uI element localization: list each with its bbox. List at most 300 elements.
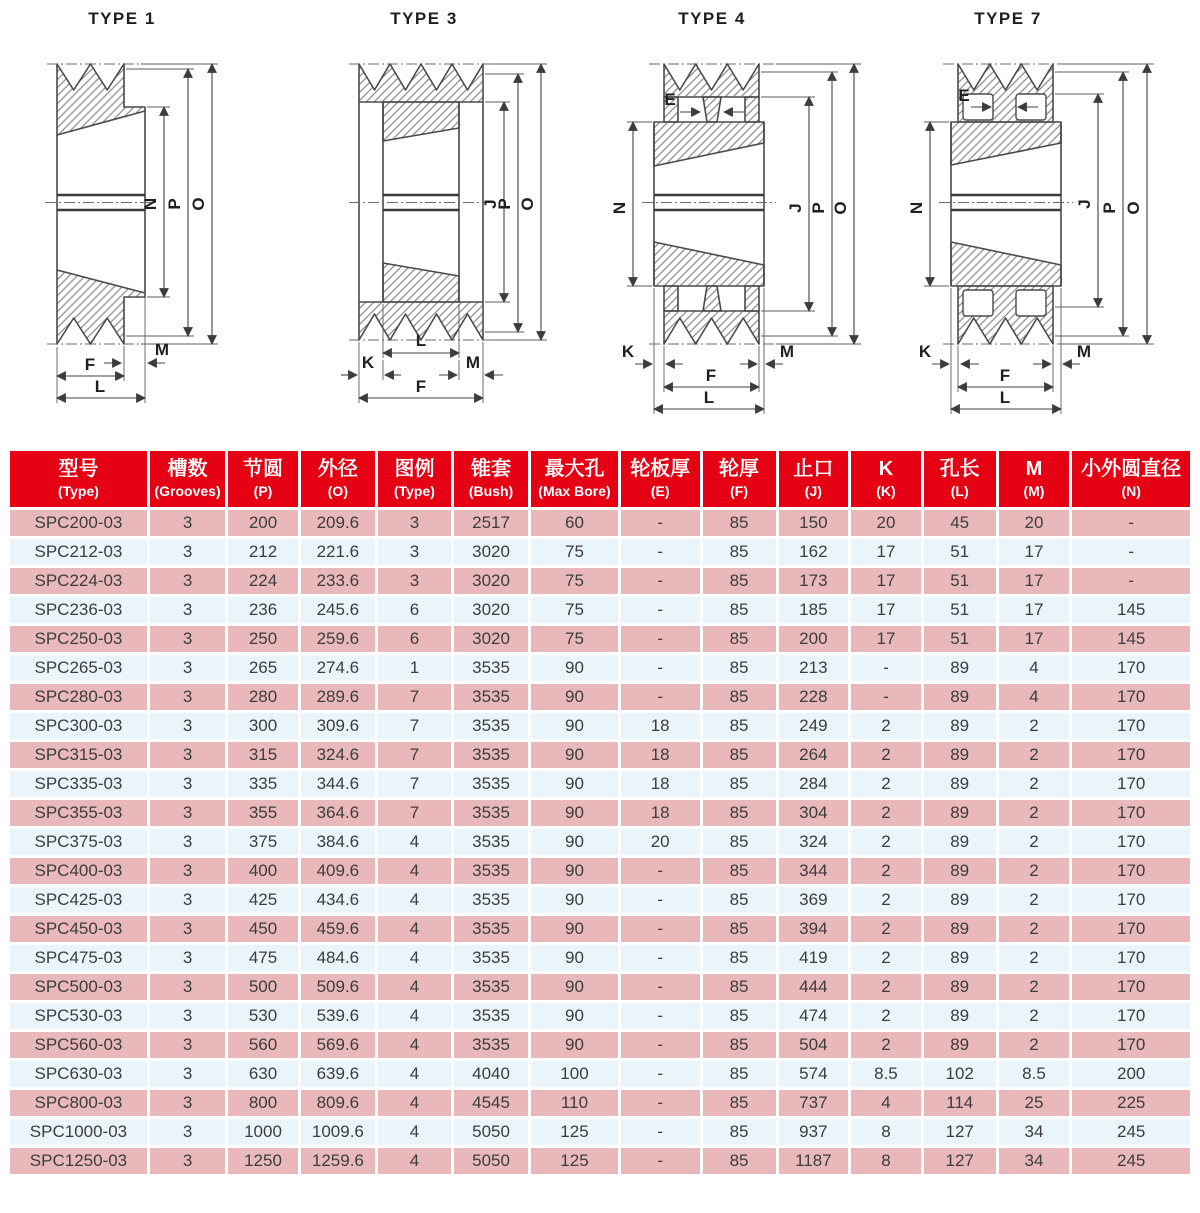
table-row (10, 597, 1190, 623)
table-cell: 90 (531, 945, 618, 971)
table-cell: 3 (150, 858, 225, 884)
dim-label-l: L (415, 331, 426, 350)
table-cell: 85 (703, 800, 776, 826)
table-cell: 18 (621, 800, 700, 826)
table-cell: 2 (999, 771, 1070, 797)
table-cell: 2 (851, 858, 921, 884)
table-row (10, 1061, 1190, 1087)
table-cell: 800 (228, 1090, 298, 1116)
table-row (10, 1032, 1190, 1058)
table-cell: 3 (150, 771, 225, 797)
table-cell: 145 (1072, 597, 1190, 623)
table-cell: 85 (703, 510, 776, 536)
dim-label-m: M (780, 342, 795, 361)
table-cell: 2 (851, 1032, 921, 1058)
table-cell: SPC560-03 (10, 1032, 147, 1058)
table-cell: 574 (779, 1061, 849, 1087)
table-cell: 90 (531, 713, 618, 739)
table-cell: 3 (378, 510, 451, 536)
table-cell: - (621, 568, 700, 594)
dim-label-f: F (84, 355, 96, 374)
column-header-zh: 型号 (58, 458, 99, 480)
table-cell: 85 (703, 568, 776, 594)
table-cell: 20 (851, 510, 921, 536)
table-cell: SPC224-03 (10, 568, 147, 594)
table-cell: 4 (378, 1061, 451, 1087)
column-header (621, 451, 700, 507)
table-cell: 1 (378, 655, 451, 681)
table-cell: 324 (779, 829, 849, 855)
table-cell: 369 (779, 887, 849, 913)
column-header-en: (N) (1121, 483, 1141, 499)
table-cell: 384.6 (301, 829, 375, 855)
dim-label-p: P (1099, 202, 1119, 214)
table-cell: SPC250-03 (10, 626, 147, 652)
table-cell: SPC450-03 (10, 916, 147, 942)
type1-title: TYPE 1 (88, 9, 156, 28)
table-cell: 127 (924, 1119, 996, 1145)
table-cell: 324.6 (301, 742, 375, 768)
table-cell: 2 (999, 945, 1070, 971)
table-cell: 809.6 (301, 1090, 375, 1116)
table-cell: 200 (228, 510, 298, 536)
table-cell: - (1072, 510, 1190, 536)
dim-label-n: N (906, 201, 926, 215)
table-cell: 60 (531, 510, 618, 536)
table-row (10, 1119, 1190, 1145)
table-cell: 3 (150, 568, 225, 594)
table-cell: 17 (999, 597, 1070, 623)
dim-label-f: F (706, 366, 717, 385)
dim-label-e: E (664, 90, 676, 109)
table-cell: 300 (228, 713, 298, 739)
table-cell: 125 (531, 1119, 618, 1145)
dim-label-l: L (704, 388, 715, 407)
type4-drawing (603, 2, 895, 432)
table-row (10, 510, 1190, 536)
table-cell: 3 (150, 1061, 225, 1087)
table-row (10, 742, 1190, 768)
table-cell: 75 (531, 568, 618, 594)
column-header-zh: 轮板厚 (630, 458, 691, 480)
table-cell: 89 (924, 1003, 996, 1029)
table-cell: 85 (703, 1003, 776, 1029)
table-row (10, 974, 1190, 1000)
table-cell: 7 (378, 742, 451, 768)
column-header (779, 451, 849, 507)
table-cell: 45 (924, 510, 996, 536)
table-cell: 4 (378, 1032, 451, 1058)
table-cell: 3 (150, 916, 225, 942)
table-cell: 315 (228, 742, 298, 768)
column-header-en: (Type) (57, 483, 99, 499)
column-header-zh: 外径 (317, 458, 358, 480)
dim-label-j: J (480, 199, 500, 209)
table-cell: - (621, 1003, 700, 1029)
table-cell: 89 (924, 713, 996, 739)
table-cell: 3535 (454, 1032, 528, 1058)
table-cell: 18 (621, 742, 700, 768)
table-cell: 3535 (454, 684, 528, 710)
table-cell: SPC265-03 (10, 655, 147, 681)
table-cell: SPC425-03 (10, 887, 147, 913)
table-cell: 2 (851, 771, 921, 797)
dim-label-l: L (94, 377, 106, 396)
column-header-zh: 小外圆直径 (1081, 458, 1182, 480)
table-cell: SPC280-03 (10, 684, 147, 710)
table-cell: 89 (924, 887, 996, 913)
table-cell: 2 (999, 713, 1070, 739)
dim-label-f: F (415, 377, 426, 396)
table-cell: 3535 (454, 858, 528, 884)
header-row (10, 451, 1190, 507)
table-cell: 170 (1072, 800, 1190, 826)
table-cell: 355 (228, 800, 298, 826)
table-row (10, 829, 1190, 855)
table-cell: 90 (531, 800, 618, 826)
table-cell: 249 (779, 713, 849, 739)
table-cell: 170 (1072, 887, 1190, 913)
table-cell: 3 (150, 1119, 225, 1145)
table-cell: 3 (150, 974, 225, 1000)
table-cell: 2 (851, 742, 921, 768)
table-cell: 51 (924, 539, 996, 565)
table-cell: 500 (228, 974, 298, 1000)
table-cell: 484.6 (301, 945, 375, 971)
table-cell: 274.6 (301, 655, 375, 681)
table-cell: SPC335-03 (10, 771, 147, 797)
table-cell: 17 (851, 539, 921, 565)
column-header-en: (F) (730, 483, 748, 499)
table-cell: 17 (851, 597, 921, 623)
table-row (10, 568, 1190, 594)
dim-label-k: K (361, 353, 374, 372)
table-cell: 245.6 (301, 597, 375, 623)
table-cell: 51 (924, 597, 996, 623)
table-cell: 5050 (454, 1119, 528, 1145)
table-cell: 937 (779, 1119, 849, 1145)
table-cell: 114 (924, 1090, 996, 1116)
table-cell: 85 (703, 742, 776, 768)
table-cell: 18 (621, 771, 700, 797)
column-header (454, 451, 528, 507)
table-cell: - (851, 684, 921, 710)
type3-diagram (305, 2, 597, 434)
dim-label-p: P (809, 202, 829, 214)
table-cell: 3 (150, 626, 225, 652)
table-cell: SPC400-03 (10, 858, 147, 884)
table-cell: 4 (851, 1090, 921, 1116)
column-header (703, 451, 776, 507)
table-cell: 90 (531, 742, 618, 768)
table-cell: 17 (851, 568, 921, 594)
table-cell: 150 (779, 510, 849, 536)
table-cell: 225 (1072, 1090, 1190, 1116)
table-cell: 2 (999, 1032, 1070, 1058)
table-cell: 4 (378, 1119, 451, 1145)
column-header-en: (Type) (393, 483, 435, 499)
table-cell: 630 (228, 1061, 298, 1087)
table-cell: 3535 (454, 1003, 528, 1029)
table-cell: 737 (779, 1090, 849, 1116)
table-cell: 3 (150, 887, 225, 913)
dim-label-m: M (1076, 342, 1092, 361)
table-cell: 75 (531, 539, 618, 565)
table-cell: 90 (531, 858, 618, 884)
table-cell: 2 (999, 916, 1070, 942)
dim-label-o: O (831, 201, 851, 215)
table-cell: 3535 (454, 713, 528, 739)
table-cell: 89 (924, 829, 996, 855)
table-cell: 3 (150, 655, 225, 681)
column-header (1072, 451, 1190, 507)
table-cell: 364.6 (301, 800, 375, 826)
table-cell: 90 (531, 829, 618, 855)
table-cell: SPC500-03 (10, 974, 147, 1000)
type4-dimensions (610, 64, 861, 414)
table-cell: 3535 (454, 742, 528, 768)
table-row (10, 1148, 1190, 1174)
table-cell: 475 (228, 945, 298, 971)
table-cell: 25 (999, 1090, 1070, 1116)
table-cell: 3535 (454, 655, 528, 681)
table-cell: 89 (924, 771, 996, 797)
table-cell: 2517 (454, 510, 528, 536)
table-cell: 125 (531, 1148, 618, 1174)
table-cell: 639.6 (301, 1061, 375, 1087)
table-cell: 100 (531, 1061, 618, 1087)
table-cell: 3 (150, 713, 225, 739)
table-cell: 145 (1072, 626, 1190, 652)
table-cell: SPC236-03 (10, 597, 147, 623)
table-cell: 4 (999, 684, 1070, 710)
table-cell: - (621, 1148, 700, 1174)
column-header-zh: 锥套 (471, 458, 512, 480)
column-header (999, 451, 1070, 507)
dim-label-o: O (189, 197, 208, 211)
table-cell: 102 (924, 1061, 996, 1087)
table-cell: - (621, 1032, 700, 1058)
column-header (301, 451, 375, 507)
table-cell: SPC800-03 (10, 1090, 147, 1116)
table-cell: 419 (779, 945, 849, 971)
table-cell: 2 (999, 1003, 1070, 1029)
table-cell: 3 (150, 945, 225, 971)
table-cell: 1259.6 (301, 1148, 375, 1174)
table-cell: 289.6 (301, 684, 375, 710)
table-cell: 85 (703, 626, 776, 652)
table-row (10, 771, 1190, 797)
dim-label-m: M (154, 340, 170, 359)
table-cell: 3 (150, 1090, 225, 1116)
table-cell: 51 (924, 626, 996, 652)
table-cell: SPC1250-03 (10, 1148, 147, 1174)
table-cell: SPC475-03 (10, 945, 147, 971)
column-header-zh: 孔长 (939, 458, 980, 480)
table-cell: 89 (924, 800, 996, 826)
column-header-en: (E) (650, 483, 670, 499)
table-cell: 4 (999, 655, 1070, 681)
column-header-zh: 节圆 (243, 458, 283, 480)
table-cell: 3 (150, 800, 225, 826)
table-cell: 2 (999, 742, 1070, 768)
table-cell: - (1072, 539, 1190, 565)
table-cell: 200 (1072, 1061, 1190, 1087)
table-cell: SPC530-03 (10, 1003, 147, 1029)
table-cell: 90 (531, 1003, 618, 1029)
spec-table (7, 448, 1193, 1177)
table-cell: 4 (378, 916, 451, 942)
table-cell: 221.6 (301, 539, 375, 565)
column-header-zh: 槽数 (167, 458, 208, 480)
table-cell: 3020 (454, 539, 528, 565)
table-cell: 7 (378, 800, 451, 826)
dim-label-o: O (1123, 201, 1143, 215)
table-cell: 162 (779, 539, 849, 565)
column-header (924, 451, 996, 507)
table-cell: 250 (228, 626, 298, 652)
table-cell: 173 (779, 568, 849, 594)
type7-diagram (902, 2, 1194, 434)
table-cell: 89 (924, 974, 996, 1000)
table-cell: 85 (703, 1090, 776, 1116)
column-header-en: (K) (876, 483, 896, 499)
table-cell: 265 (228, 655, 298, 681)
table-cell: 3 (150, 510, 225, 536)
table-cell: 3020 (454, 568, 528, 594)
column-header-en: (Grooves) (154, 483, 221, 499)
table-cell: 459.6 (301, 916, 375, 942)
type4-title: TYPE 4 (678, 9, 747, 28)
table-cell: 4 (378, 945, 451, 971)
table-cell: 85 (703, 829, 776, 855)
table-cell: 170 (1072, 945, 1190, 971)
table-cell: 3 (150, 742, 225, 768)
table-cell: 7 (378, 713, 451, 739)
table-cell: 264 (779, 742, 849, 768)
column-header (531, 451, 618, 507)
table-cell: 444 (779, 974, 849, 1000)
table-cell: 3 (150, 684, 225, 710)
table-cell: 85 (703, 974, 776, 1000)
table-cell: 2 (999, 800, 1070, 826)
table-cell: 170 (1072, 858, 1190, 884)
dim-label-n: N (141, 197, 160, 211)
table-cell: 504 (779, 1032, 849, 1058)
table-cell: 90 (531, 655, 618, 681)
table-cell: SPC315-03 (10, 742, 147, 768)
table-cell: 509.6 (301, 974, 375, 1000)
table-cell: 6 (378, 597, 451, 623)
table-cell: 85 (703, 597, 776, 623)
table-cell: - (621, 684, 700, 710)
table-cell: 17 (999, 568, 1070, 594)
table-cell: 17 (999, 539, 1070, 565)
type1-diagram (6, 2, 298, 434)
table-cell: - (621, 539, 700, 565)
column-header (228, 451, 298, 507)
table-cell: 85 (703, 945, 776, 971)
column-header-zh: 止口 (793, 458, 834, 480)
table-cell: 85 (703, 655, 776, 681)
dim-label-k: K (622, 342, 635, 361)
table-cell: 2 (851, 945, 921, 971)
column-header-en: (O) (327, 483, 348, 499)
table-cell: 4 (378, 1090, 451, 1116)
table-cell: 344 (779, 858, 849, 884)
table-cell: 3 (378, 568, 451, 594)
dim-label-p: P (494, 198, 514, 210)
table-cell: 51 (924, 568, 996, 594)
table-cell: 170 (1072, 916, 1190, 942)
table-cell: 245 (1072, 1148, 1190, 1174)
table-cell: 90 (531, 1032, 618, 1058)
column-header-zh: 图例 (394, 458, 435, 480)
table-cell: 170 (1072, 1003, 1190, 1029)
table-cell: 2 (999, 829, 1070, 855)
table-cell: 560 (228, 1032, 298, 1058)
table-cell: 20 (999, 510, 1070, 536)
table-cell: 375 (228, 829, 298, 855)
table-cell: 213 (779, 655, 849, 681)
table-cell: 170 (1072, 713, 1190, 739)
table-cell: 1000 (228, 1119, 298, 1145)
diagrams-row (0, 0, 1200, 434)
table-cell: 3020 (454, 626, 528, 652)
table-cell: 8 (851, 1119, 921, 1145)
table-cell: 3535 (454, 887, 528, 913)
table-row (10, 713, 1190, 739)
table-cell: 3 (150, 1148, 225, 1174)
table-row (10, 655, 1190, 681)
column-header (378, 451, 451, 507)
table-cell: 474 (779, 1003, 849, 1029)
dim-label-f: F (999, 366, 1011, 385)
type3-title: TYPE 3 (389, 9, 458, 28)
table-cell: 34 (999, 1148, 1070, 1174)
table-cell: 2 (851, 713, 921, 739)
table-cell: 2 (999, 858, 1070, 884)
table-cell: 200 (779, 626, 849, 652)
table-cell: 185 (779, 597, 849, 623)
table-cell: 3 (150, 1032, 225, 1058)
table-cell: 2 (851, 974, 921, 1000)
table-cell: 1009.6 (301, 1119, 375, 1145)
table-cell: - (621, 1061, 700, 1087)
type7-section (939, 64, 1073, 344)
table-cell: 7 (378, 771, 451, 797)
table-cell: - (621, 1090, 700, 1116)
table-cell: 89 (924, 916, 996, 942)
table-cell: SPC375-03 (10, 829, 147, 855)
table-cell: - (621, 510, 700, 536)
table-cell: 224 (228, 568, 298, 594)
column-header-en: (L) (950, 483, 969, 499)
table-cell: SPC300-03 (10, 713, 147, 739)
table-cell: 228 (779, 684, 849, 710)
dim-label-n: N (610, 201, 630, 215)
table-row (10, 916, 1190, 942)
type3-drawing (305, 2, 597, 432)
table-cell: 233.6 (301, 568, 375, 594)
table-cell: 4 (378, 974, 451, 1000)
table-cell: - (621, 655, 700, 681)
table-cell: 6 (378, 626, 451, 652)
table-cell: 2 (851, 1003, 921, 1029)
column-header-en: (Max Bore) (538, 483, 611, 499)
table-row (10, 539, 1190, 565)
table-cell: - (621, 1119, 700, 1145)
